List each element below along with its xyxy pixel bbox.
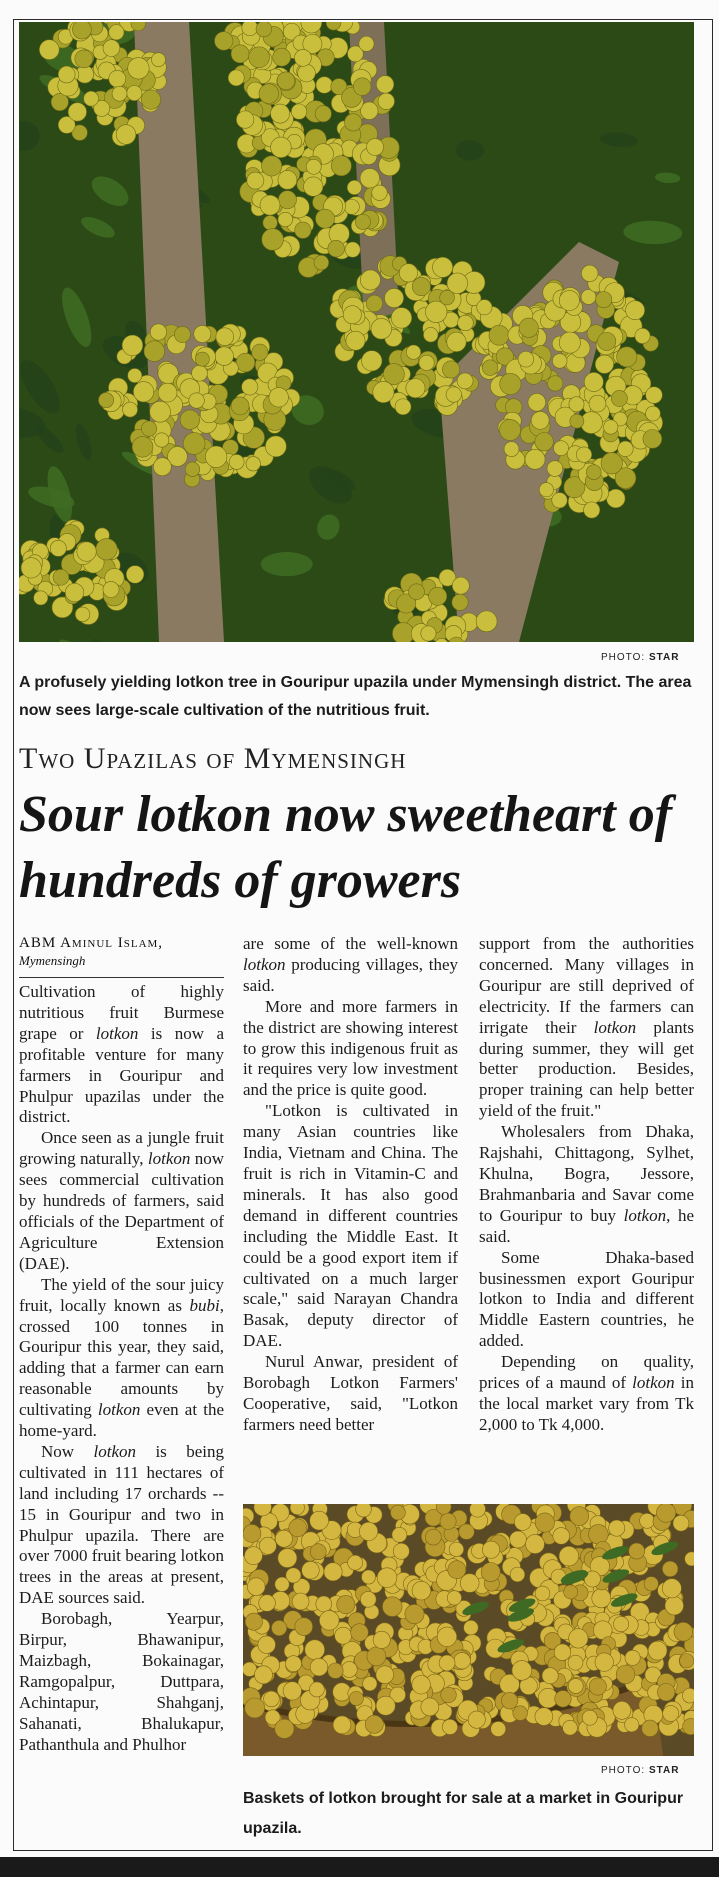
article-paragraph: Now lotkon is being cultivated in 111 hectares of land including 17 orchards -- 15 in Gouripur and two in Phulpur upazila. There are over 7000 fruit bearing lotkon trees in the areas at present, DAE sources said. <box>19 1441 224 1608</box>
lotkon-tree-photo <box>19 22 694 642</box>
article-paragraph: Wholesalers from Dhaka, Rajshahi, Chittagong, Sylhet, Khulna, Bogra, Jessore, Brahmanbaria and Savar come to Gouripur to buy lotkon, he said. <box>479 1122 694 1246</box>
byline-author: ABM Aminul Islam, <box>19 935 164 951</box>
article-column-2 <box>243 934 458 1436</box>
article-column-1 <box>19 982 224 1756</box>
article-paragraph: Once seen as a jungle fruit growing naturally, lotkon now sees commercial cultivation by hundreds of farmers, said officials of the Department of Agriculture Extension (DAE). <box>19 1128 224 1273</box>
article-paragraph: Cultivation of highly nutritious fruit Burmese grape or lotkon is now a profitable venture for many farmers in Gouripur and Phulpur upazilas under the district. <box>19 982 224 1127</box>
article-paragraph: Nurul Anwar, president of Borobagh Lotkon Farmers' Cooperative, said, "Lotkon farmers need better <box>243 1352 458 1434</box>
kicker-headline: Two Upazilas of Mymensingh <box>19 742 407 775</box>
article-paragraph: More and more farmers in the district are showing interest to grow this indigenous fruit as it requires very low investment and the price is quite good. <box>243 996 458 1100</box>
lotkon-baskets-illustration <box>243 1504 694 1756</box>
lotkon-tree-illustration <box>19 22 694 642</box>
byline-location: Mymensingh <box>19 953 86 968</box>
article-paragraph: are some of the well-known lotkon producing villages, they said. <box>243 934 458 995</box>
photo-caption-top: A profusely yielding lotkon tree in Gouripur upazila under Mymensingh district. The area now sees large-scale cultivation of the nutritious fruit. <box>19 674 692 719</box>
article-column-3 <box>479 934 694 1436</box>
article-paragraph: The yield of the sour juicy fruit, locally known as bubi, crossed 100 tonnes in Gouripur this year, they said, adding that a farmer can earn reasonable amounts by cultivating lotkon even at the home-yard. <box>19 1274 224 1441</box>
photo-credit-top: PHOTO: STAR <box>601 652 680 663</box>
article-paragraph: Some Dhaka-based businessmen export Gouripur lotkon to India and different Middle Eastern countries, he added. <box>479 1247 694 1351</box>
byline-divider <box>19 977 224 978</box>
article-paragraph: support from the authorities concerned. Many villages in Gouripur are still deprived of electricity. If the farmers can irrigate their lotkon plants during summer, they will get better production. Besides, proper training can help better yield of the fruit." <box>479 934 694 1121</box>
photo-credit-bottom: PHOTO: STAR <box>601 1765 680 1776</box>
main-headline: Sour lotkon now sweetheart of hundreds of growers <box>19 786 673 909</box>
article-paragraph: Depending on quality, prices of a maund of lotkon in the local market vary from Tk 2,000 to Tk 4,000. <box>479 1352 694 1434</box>
article-paragraph: Borobagh, Yearpur, Birpur, Bhawanipur, Maizbagh, Bokainagar, Ramgopalpur, Duttpara, Achintapur, Shahganj, Sahanati, Bhalukapur, Pathanthula and Phulhor <box>19 1609 224 1754</box>
lotkon-baskets-photo <box>243 1504 694 1756</box>
article-paragraph: "Lotkon is cultivated in many Asian countries like India, Vietnam and China. The fruit is rich in Vitamin-C and minerals. It has also good demand in different countries including the Middle East. It could be a good export item if cultivated on a much larger scale," said Narayan Chandra Basak, deputy director of DAE. <box>243 1101 458 1351</box>
photo-caption-bottom: Baskets of lotkon brought for sale at a market in Gouripur upazila. <box>243 1790 684 1837</box>
